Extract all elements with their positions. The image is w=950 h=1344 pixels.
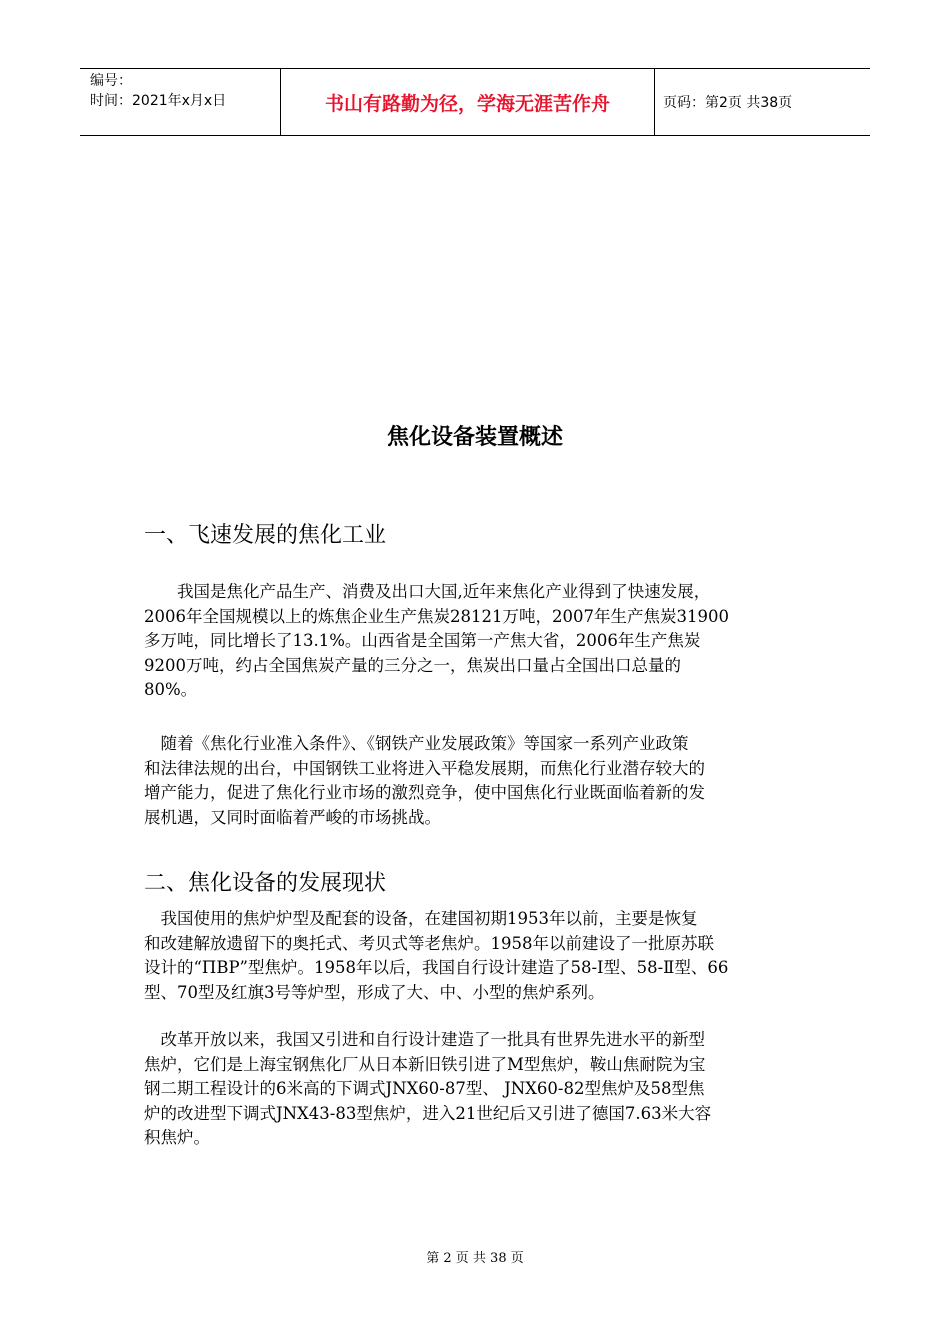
section-heading-2: 二、焦化设备的发展现状 — [144, 871, 387, 896]
section1-paragraph-1 — [144, 580, 806, 703]
paragraph-line: 随着《焦化行业准入条件》、《钢铁产业发展政策》等国家一系列产业政策 — [144, 734, 689, 753]
paragraph-line: 2006年全国规模以上的炼焦企业生产焦炭28121万吨，2007年生产焦炭31900 — [144, 606, 729, 626]
paragraph-line: 钢二期工程设计的6米高的下调式JNX60-87型、 JNX60-82型焦炉及58型焦 — [144, 1079, 705, 1099]
document-number-label: 编号： — [90, 73, 132, 89]
paragraph-line: 焦炉，它们是上海宝钢焦化厂从日本新旧铁引进了M型焦炉，鞍山焦耐院为宝 — [144, 1054, 706, 1074]
section1-paragraph-2 — [144, 732, 806, 830]
paragraph-line: 展机遇，又同时面临着严峻的市场挑战。 — [144, 807, 441, 827]
paragraph-line: 设计的“ПВР”型焦炉。1958年以后，我国自行设计建造了58-Ⅰ型、58-Ⅱ型、66 — [144, 958, 729, 978]
paragraph-line: 积焦炉。 — [144, 1128, 210, 1148]
document-title: 焦化设备装置概述 — [386, 425, 563, 450]
paragraph-line: 我国使用的焦炉炉型及配套的设备，在建国初期1953年以前，主要是恢复 — [144, 909, 698, 928]
paragraph-line: 增产能力，促进了焦化行业市场的激烈竞争，使中国焦化行业既面临着新的发 — [144, 783, 705, 803]
page-footer: 第 2 页 共 38 页 — [426, 1251, 524, 1266]
section-heading-1: 一、飞速发展的焦化工业 — [144, 523, 387, 548]
paragraph-line: 和法律法规的出台，中国钢铁工业将进入平稳发展期，而焦化行业潜存较大的 — [144, 758, 705, 778]
section2-paragraph-1 — [144, 907, 806, 1005]
paragraph-line: 80%。 — [144, 680, 198, 700]
header-left-cell — [80, 69, 281, 135]
page-header — [80, 68, 870, 136]
header-motto: 书山有路勤为径，学海无涯苦作舟 — [281, 69, 655, 135]
paragraph-line: 改革开放以来，我国又引进和自行设计建造了一批具有世界先进水平的新型 — [144, 1030, 705, 1049]
paragraph-line: 我国是焦化产品生产、消费及出口大国,近年来焦化产业得到了快速发展， — [144, 582, 711, 601]
paragraph-line: 型、70型及红旗3号等炉型，形成了大、中、小型的焦炉系列。 — [144, 982, 605, 1002]
paragraph-line: 9200万吨，约占全国焦炭产量的三分之一，焦炭出口量占全国出口总量的 — [144, 655, 681, 675]
paragraph-line: 和改建解放遗留下的奥托式、考贝式等老焦炉。1958年以前建设了一批原苏联 — [144, 933, 714, 953]
paragraph-line: 炉的改进型下调式JNX43-83型焦炉，进入21世纪后又引进了德国7.63米大容 — [144, 1103, 712, 1123]
paragraph-line: 多万吨，同比增长了13.1%。山西省是全国第一产焦大省，2006年生产焦炭 — [144, 631, 701, 651]
document-date-label: 时间：2021年x月x日 — [90, 93, 227, 109]
section2-paragraph-2 — [144, 1028, 806, 1151]
header-page-info: 页码：第2页 共38页 — [663, 95, 793, 111]
